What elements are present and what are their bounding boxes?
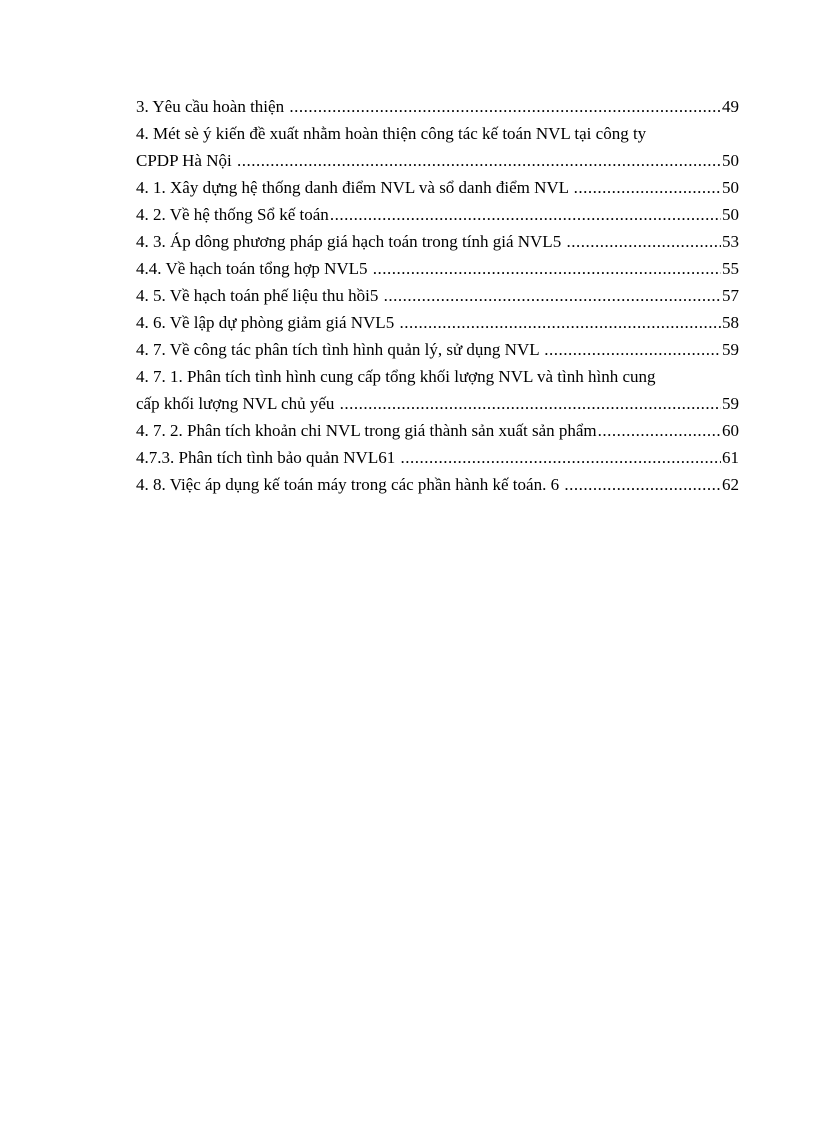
toc-entry: [136, 282, 739, 309]
toc-page-number: 61: [722, 448, 739, 467]
dot-leader: [237, 147, 721, 174]
toc-entry-title: cấp khối lượng NVL chủ yếu: [136, 394, 339, 413]
toc-page-number: 55: [722, 259, 739, 278]
dot-leader: [373, 255, 721, 282]
toc-entry: [136, 336, 739, 363]
toc-page-number: 50: [722, 151, 739, 170]
toc-entry-title: CPDP Hà Nội: [136, 151, 236, 170]
dot-leader: [400, 444, 721, 471]
toc-entry-title: 3. Yêu cầu hoàn thiện: [136, 97, 289, 116]
toc-page-number: 58: [722, 313, 739, 332]
toc-entry-title: 4. 2. Về hệ thống Sổ kế toán: [136, 205, 329, 224]
toc-page-number: 53: [722, 232, 739, 251]
toc-entry-title: 4. 6. Về lập dự phòng giảm giá NVL5: [136, 313, 399, 332]
toc-entry-title: 4. 5. Về hạch toán phế liệu thu hồi5: [136, 286, 383, 305]
toc-entry-title: 4. 8. Việc áp dụng kế toán máy trong các phần hành kế toán. 6: [136, 475, 564, 494]
toc-page-number: 49: [722, 97, 739, 116]
toc-entry-title: 4. 1. Xây dựng hệ thống danh điểm NVL và sổ danh điểm NVL: [136, 178, 573, 197]
toc-entry: [136, 120, 739, 174]
toc-entry: [136, 444, 739, 471]
toc-entry: [136, 174, 739, 201]
dot-leader: [574, 174, 721, 201]
toc-page-number: 60: [722, 421, 739, 440]
dot-leader: [566, 228, 721, 255]
toc-entry: [136, 309, 739, 336]
toc-entry-title: 4.7.3. Phân tích tình bảo quản NVL61: [136, 448, 400, 467]
dot-leader: [384, 282, 721, 309]
dot-leader: [330, 201, 721, 228]
dot-leader: [598, 417, 721, 444]
dot-leader: [340, 390, 721, 417]
toc-entry-title: 4. 3. Áp dông phương pháp giá hạch toán trong tính giá NVL5: [136, 232, 566, 251]
toc-entry-title: 4. 7. Về công tác phân tích tình hình quản lý, sử dụng NVL: [136, 340, 544, 359]
dot-leader: [399, 309, 721, 336]
toc-entry-title-line1: 4. 7. 1. Phân tích tình hình cung cấp tổng khối lượng NVL và tình hình cung: [136, 367, 656, 386]
toc-entry: [136, 93, 739, 120]
toc-entry: [136, 255, 739, 282]
toc-entry: [136, 201, 739, 228]
toc-entry: [136, 228, 739, 255]
toc-entry-title: 4.4. Về hạch toán tổng hợp NVL5: [136, 259, 372, 278]
dot-leader: [289, 93, 721, 120]
toc-page-number: 59: [722, 340, 739, 359]
dot-leader: [564, 471, 721, 498]
toc-entry: [136, 417, 739, 444]
toc-entry: [136, 363, 739, 417]
toc-page-number: 57: [722, 286, 739, 305]
dot-leader: [544, 336, 721, 363]
toc-page-number: 59: [722, 394, 739, 413]
toc-entry-title-line1: 4. Mét sè ý kiến đề xuất nhằm hoàn thiện công tác kế toán NVL tại công ty: [136, 124, 647, 143]
table-of-contents: [136, 93, 739, 498]
toc-entry-title: 4. 7. 2. Phân tích khoản chi NVL trong giá thành sản xuất sản phẩm: [136, 421, 597, 440]
toc-page-number: 50: [722, 178, 739, 197]
toc-page-number: 62: [722, 475, 739, 494]
toc-entry: [136, 471, 739, 498]
toc-page-number: 50: [722, 205, 739, 224]
